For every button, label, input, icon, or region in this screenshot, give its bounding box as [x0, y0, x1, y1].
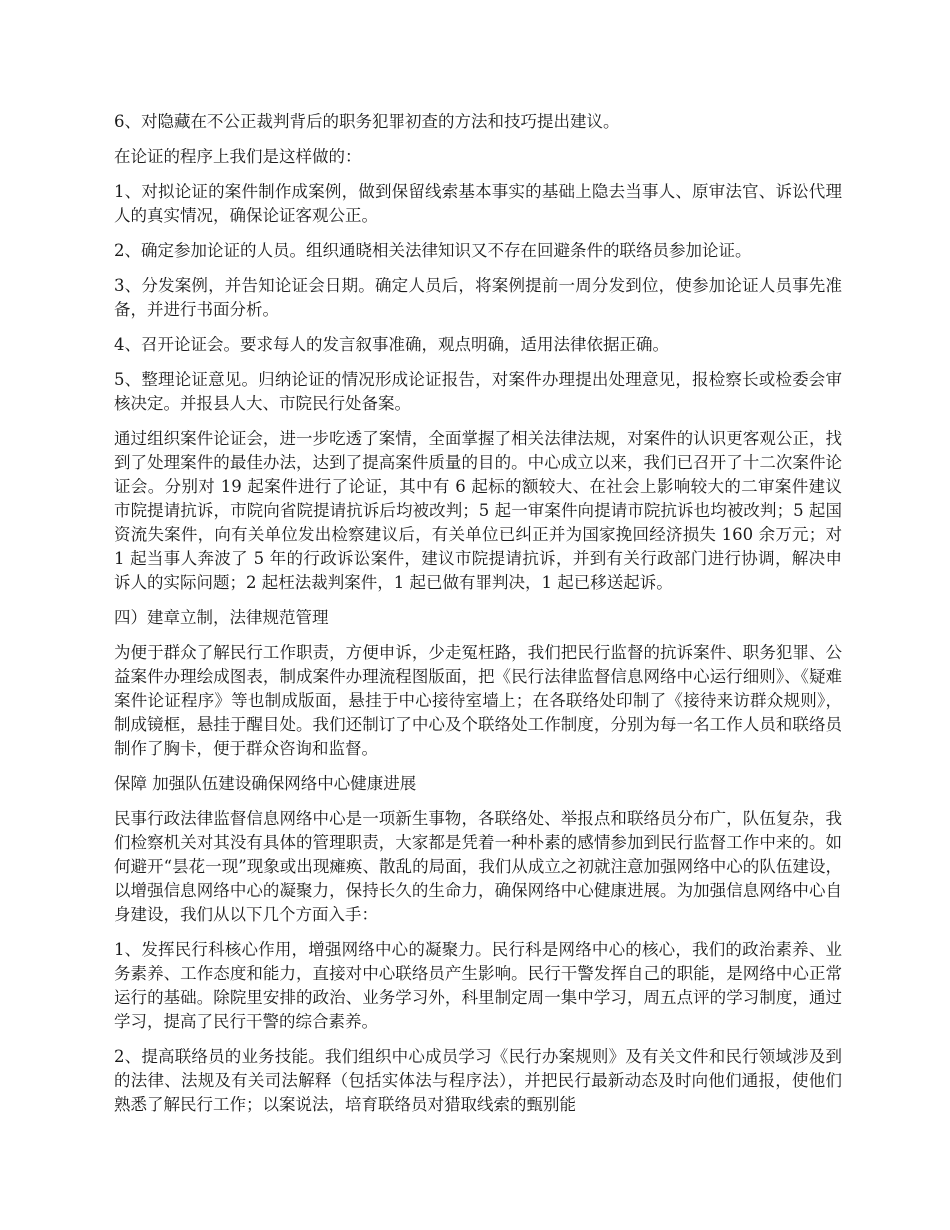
paragraph-12: 民事行政法律监督信息网络中心是一项新生事物，各联络处、举报点和联络员分布广，队伍复杂，我们检察机关对其没有具体的管理职责，大家都是凭着一种朴素的感情参加到民行监督工作中来的。如何避开“昙花一现”现象或出现瘫痪、散乱的局面，我们从成立之初就注意加强网络中心的队伍建设，以增强信息网络中心的凝聚力，保持长久的生命力，确保网络中心健康进展。为加强信息网络中心自身建设，我们从以下几个方面入手：: [114, 809, 842, 924]
paragraph-5: 3、分发案例，并告知论证会日期。确定人员后，将案例提前一周分发到位，使参加论证人员事先准备，并进行书面分析。: [114, 276, 842, 319]
paragraph-14: 2、提高联络员的业务技能。我们组织中心成员学习《民行办案规则》及有关文件和民行领域涉及到的法律、法规及有关司法解释（包括实体法与程序法），并把民行最新动态及时向他们通报，使他们熟悉了解民行工作；以案说法，培育联络员对猎取线索的甄别能: [114, 1047, 842, 1114]
paragraph-13: 1、发挥民行科核心作用，增强网络中心的凝聚力。民行科是网络中心的核心，我们的政治素养、业务素养、工作态度和能力，直接对中心联络员产生影响。民行干警发挥自己的职能，是网络中心正常运行的基础。除院里安排的政治、业务学习外，科里制定周一集中学习，周五点评的学习制度，通过学习，提高了民行干警的综合素养。: [114, 940, 842, 1031]
paragraph-10: 为便于群众了解民行工作职责，方便申诉，少走冤枉路，我们把民行监督的抗诉案件、职务犯罪、公益案件办理绘成图表，制成案件办理流程图版面，把《民行法律监督信息网络中心运行细则》、《疑难案件论证程序》等也制成版面，悬挂于中心接待室墙上；在各联络处印制了《接待来访群众规则》，制成镜框，悬挂于醒目处。我们还制订了中心及个联络处工作制度，分别为每一名工作人员和联络员制作了胸卡，便于群众咨询和监督。: [114, 643, 842, 758]
paragraph-8: 通过组织案件论证会，进一步吃透了案情，全面掌握了相关法律法规，对案件的认识更客观公正，找到了处理案件的最佳办法，达到了提高案件质量的目的。中心成立以来，我们已召开了十二次案件论证会。分别对 19 起案件进行了论证，其中有 6 起标的额较大、在社会上影响较大的二审案件建议市院提请抗诉，市院向省院提请抗诉后均被改判；5 起一审案件向提请市院抗诉也均被改判；5 起国资流失案件，向有关单位发出检察建议后，有关单位已纠正并为国家挽回经济损失 160 余万元；对 1 起当事人奔波了 5 年的行政诉讼案件，建议市院提请抗诉，并到有关行政部门进行协调，解决申诉人的实际问题；2 起枉法裁判案件，1 起已做有罪判决，1 起已移送起诉。: [114, 429, 842, 592]
paragraph-6: 4、召开论证会。要求每人的发言叙事准确，观点明确，适用法律依据正确。: [114, 335, 669, 354]
paragraph-7: 5、整理论证意见。归纳论证的情况形成论证报告，对案件办理提出处理意见，报检察长或检委会审核决定。并报县人大、市院民行处备案。: [114, 370, 842, 413]
paragraph-1: 6、对隐藏在不公正裁判背后的职务犯罪初查的方法和技巧提出建议。: [114, 112, 620, 131]
paragraph-2: 在论证的程序上我们是这样做的：: [114, 147, 362, 166]
document-page: [114, 110, 842, 1128]
section-heading-4: 四）建章立制，法律规范管理: [114, 608, 329, 627]
paragraph-4: 2、确定参加论证的人员。组织通晓相关法律知识又不存在回避条件的联络员参加论证。: [114, 241, 752, 260]
section-heading-guarantee: 保障 加强队伍建设确保网络中心健康进展: [114, 774, 417, 793]
paragraph-3: 1、对拟论证的案件制作成案例，做到保留线索基本事实的基础上隐去当事人、原审法官、诉讼代理人的真实情况，确保论证客观公正。: [114, 182, 842, 225]
